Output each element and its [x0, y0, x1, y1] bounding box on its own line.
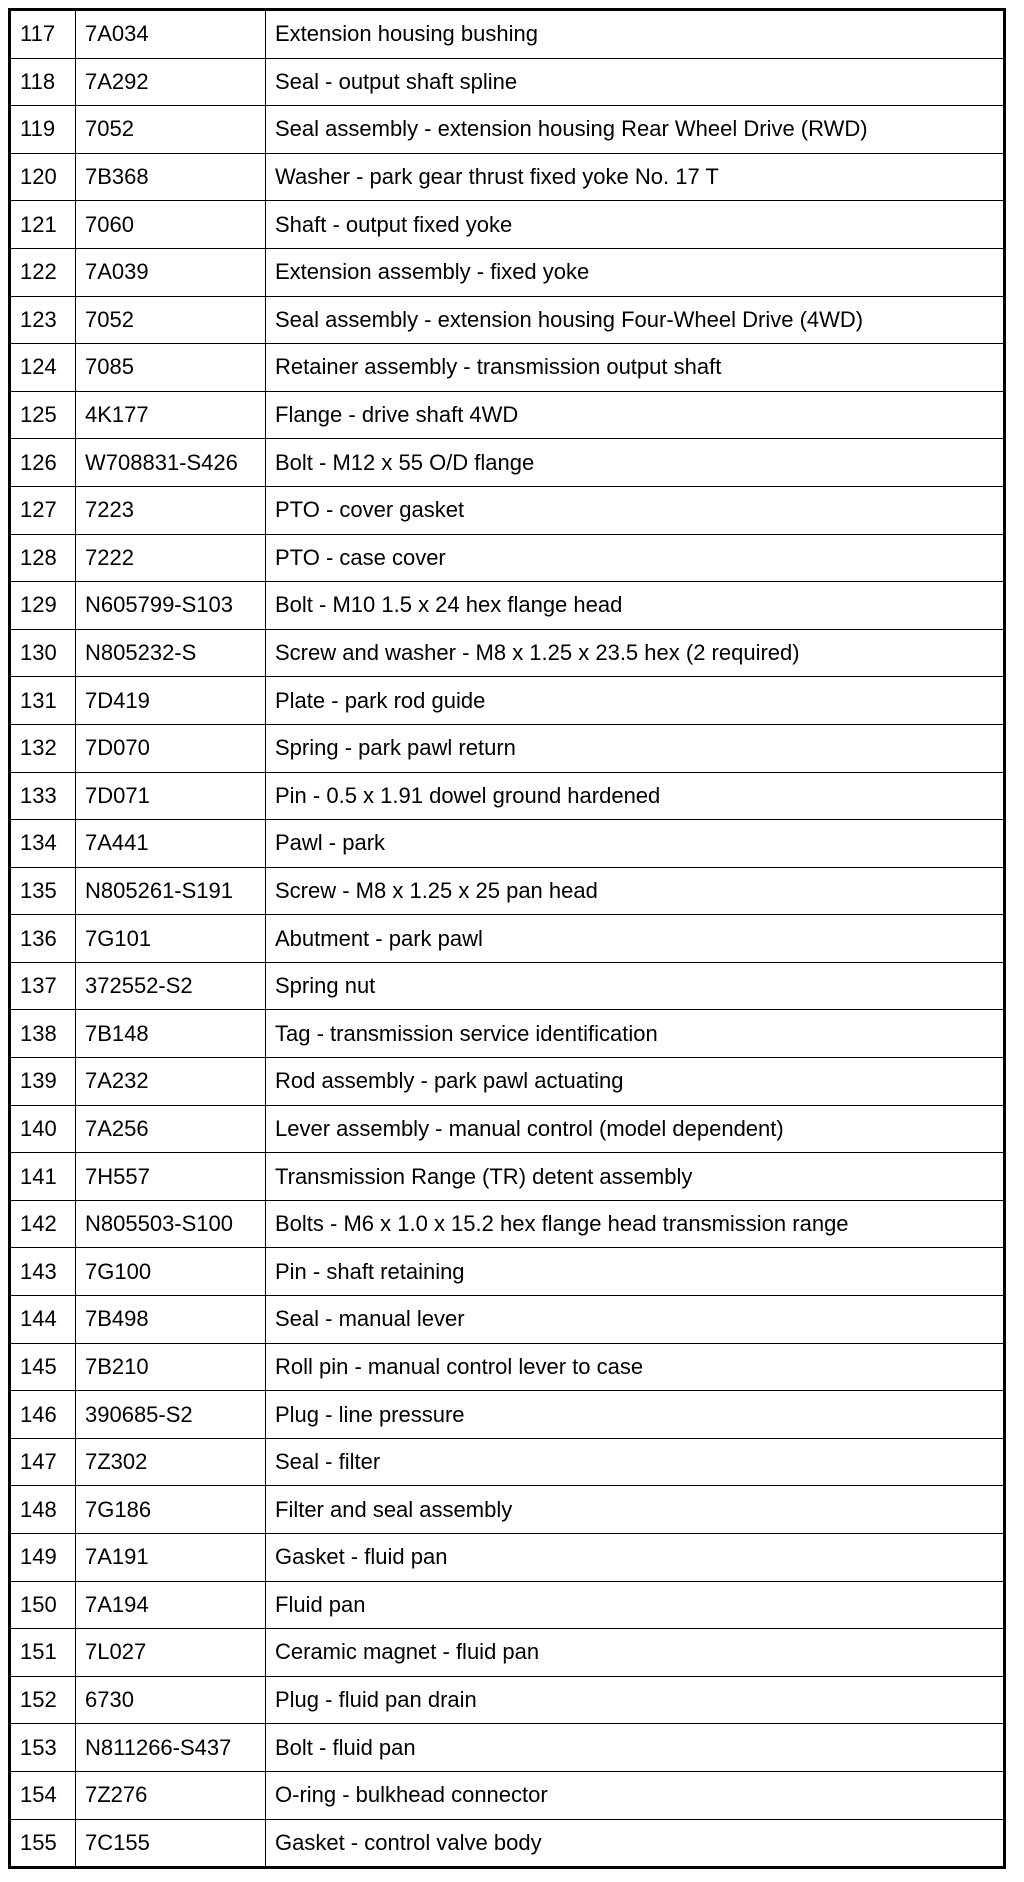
description-cell: Pawl - park	[266, 820, 1005, 868]
description-cell: Bolts - M6 x 1.0 x 15.2 hex flange head transmission range	[266, 1200, 1005, 1248]
description-cell: Spring nut	[266, 962, 1005, 1010]
part-number-cell: 7B368	[76, 153, 266, 201]
part-number-cell: 7D071	[76, 772, 266, 820]
description-cell: Seal - filter	[266, 1438, 1005, 1486]
description-cell: PTO - cover gasket	[266, 486, 1005, 534]
table-row	[10, 201, 1005, 249]
description-cell: Seal - output shaft spline	[266, 58, 1005, 106]
item-number-cell: 132	[10, 724, 76, 772]
item-number-cell: 147	[10, 1438, 76, 1486]
item-number-cell: 143	[10, 1248, 76, 1296]
part-number-cell: 7H557	[76, 1153, 266, 1201]
item-number-cell: 117	[10, 10, 76, 59]
item-number-cell: 123	[10, 296, 76, 344]
description-cell: Rod assembly - park pawl actuating	[266, 1058, 1005, 1106]
item-number-cell: 150	[10, 1581, 76, 1629]
item-number-cell: 155	[10, 1819, 76, 1868]
item-number-cell: 148	[10, 1486, 76, 1534]
part-number-cell: 7A256	[76, 1105, 266, 1153]
item-number-cell: 142	[10, 1200, 76, 1248]
part-number-cell: N605799-S103	[76, 582, 266, 630]
description-cell: Fluid pan	[266, 1581, 1005, 1629]
table-row	[10, 820, 1005, 868]
table-row	[10, 1010, 1005, 1058]
table-row	[10, 1438, 1005, 1486]
table-row	[10, 1343, 1005, 1391]
part-number-cell: 7C155	[76, 1819, 266, 1868]
part-number-cell: 7052	[76, 296, 266, 344]
table-row	[10, 1819, 1005, 1868]
part-number-cell: 7222	[76, 534, 266, 582]
description-cell: O-ring - bulkhead connector	[266, 1771, 1005, 1819]
part-number-cell: 7L027	[76, 1629, 266, 1677]
description-cell: Seal assembly - extension housing Four-Wheel Drive (4WD)	[266, 296, 1005, 344]
table-row	[10, 106, 1005, 154]
table-row	[10, 1200, 1005, 1248]
item-number-cell: 118	[10, 58, 76, 106]
table-row	[10, 1153, 1005, 1201]
part-number-cell: 372552-S2	[76, 962, 266, 1010]
item-number-cell: 151	[10, 1629, 76, 1677]
table-row	[10, 1248, 1005, 1296]
item-number-cell: 121	[10, 201, 76, 249]
part-number-cell: 7D419	[76, 677, 266, 725]
table-row	[10, 1581, 1005, 1629]
part-number-cell: 390685-S2	[76, 1391, 266, 1439]
table-row	[10, 962, 1005, 1010]
part-number-cell: 7Z276	[76, 1771, 266, 1819]
item-number-cell: 126	[10, 439, 76, 487]
description-cell: Plug - line pressure	[266, 1391, 1005, 1439]
description-cell: PTO - case cover	[266, 534, 1005, 582]
item-number-cell: 119	[10, 106, 76, 154]
table-row	[10, 486, 1005, 534]
description-cell: Gasket - control valve body	[266, 1819, 1005, 1868]
table-row	[10, 296, 1005, 344]
item-number-cell: 153	[10, 1724, 76, 1772]
part-number-cell: 7052	[76, 106, 266, 154]
part-number-cell: 7A441	[76, 820, 266, 868]
description-cell: Washer - park gear thrust fixed yoke No. 17 T	[266, 153, 1005, 201]
description-cell: Spring - park pawl return	[266, 724, 1005, 772]
part-number-cell: 7060	[76, 201, 266, 249]
table-row	[10, 1724, 1005, 1772]
table-row	[10, 1105, 1005, 1153]
part-number-cell: N805503-S100	[76, 1200, 266, 1248]
item-number-cell: 139	[10, 1058, 76, 1106]
part-number-cell: 7A034	[76, 10, 266, 59]
part-number-cell: N805232-S	[76, 629, 266, 677]
item-number-cell: 127	[10, 486, 76, 534]
table-row	[10, 1296, 1005, 1344]
description-cell: Transmission Range (TR) detent assembly	[266, 1153, 1005, 1201]
part-number-cell: 7B498	[76, 1296, 266, 1344]
description-cell: Filter and seal assembly	[266, 1486, 1005, 1534]
item-number-cell: 137	[10, 962, 76, 1010]
table-row	[10, 58, 1005, 106]
item-number-cell: 125	[10, 391, 76, 439]
description-cell: Bolt - M10 1.5 x 24 hex flange head	[266, 582, 1005, 630]
description-cell: Flange - drive shaft 4WD	[266, 391, 1005, 439]
description-cell: Bolt - M12 x 55 O/D flange	[266, 439, 1005, 487]
table-row	[10, 1391, 1005, 1439]
description-cell: Tag - transmission service identification	[266, 1010, 1005, 1058]
description-cell: Gasket - fluid pan	[266, 1534, 1005, 1582]
description-cell: Roll pin - manual control lever to case	[266, 1343, 1005, 1391]
description-cell: Seal - manual lever	[266, 1296, 1005, 1344]
part-number-cell: 4K177	[76, 391, 266, 439]
description-cell: Shaft - output fixed yoke	[266, 201, 1005, 249]
part-number-cell: 7G101	[76, 915, 266, 963]
table-row	[10, 1771, 1005, 1819]
item-number-cell: 136	[10, 915, 76, 963]
part-number-cell: 7A039	[76, 248, 266, 296]
description-cell: Seal assembly - extension housing Rear Wheel Drive (RWD)	[266, 106, 1005, 154]
part-number-cell: N811266-S437	[76, 1724, 266, 1772]
parts-table	[8, 8, 1006, 1869]
table-row	[10, 724, 1005, 772]
description-cell: Lever assembly - manual control (model dependent)	[266, 1105, 1005, 1153]
item-number-cell: 134	[10, 820, 76, 868]
item-number-cell: 141	[10, 1153, 76, 1201]
description-cell: Ceramic magnet - fluid pan	[266, 1629, 1005, 1677]
table-row	[10, 772, 1005, 820]
part-number-cell: 6730	[76, 1676, 266, 1724]
table-row	[10, 629, 1005, 677]
table-row	[10, 582, 1005, 630]
item-number-cell: 129	[10, 582, 76, 630]
table-row	[10, 867, 1005, 915]
table-row	[10, 534, 1005, 582]
item-number-cell: 122	[10, 248, 76, 296]
description-cell: Screw and washer - M8 x 1.25 x 23.5 hex (2 required)	[266, 629, 1005, 677]
description-cell: Plate - park rod guide	[266, 677, 1005, 725]
item-number-cell: 135	[10, 867, 76, 915]
table-row	[10, 915, 1005, 963]
part-number-cell: N805261-S191	[76, 867, 266, 915]
table-row	[10, 1629, 1005, 1677]
part-number-cell: 7B148	[76, 1010, 266, 1058]
description-cell: Pin - shaft retaining	[266, 1248, 1005, 1296]
table-row	[10, 1486, 1005, 1534]
description-cell: Abutment - park pawl	[266, 915, 1005, 963]
item-number-cell: 154	[10, 1771, 76, 1819]
item-number-cell: 149	[10, 1534, 76, 1582]
part-number-cell: 7G186	[76, 1486, 266, 1534]
description-cell: Extension assembly - fixed yoke	[266, 248, 1005, 296]
item-number-cell: 133	[10, 772, 76, 820]
part-number-cell: 7A191	[76, 1534, 266, 1582]
part-number-cell: 7A194	[76, 1581, 266, 1629]
item-number-cell: 124	[10, 344, 76, 392]
table-row	[10, 153, 1005, 201]
description-cell: Retainer assembly - transmission output shaft	[266, 344, 1005, 392]
item-number-cell: 120	[10, 153, 76, 201]
table-row	[10, 248, 1005, 296]
description-cell: Screw - M8 x 1.25 x 25 pan head	[266, 867, 1005, 915]
item-number-cell: 145	[10, 1343, 76, 1391]
item-number-cell: 146	[10, 1391, 76, 1439]
table-row	[10, 677, 1005, 725]
item-number-cell: 144	[10, 1296, 76, 1344]
item-number-cell: 138	[10, 1010, 76, 1058]
description-cell: Plug - fluid pan drain	[266, 1676, 1005, 1724]
part-number-cell: 7A232	[76, 1058, 266, 1106]
item-number-cell: 152	[10, 1676, 76, 1724]
part-number-cell: 7085	[76, 344, 266, 392]
table-row	[10, 1676, 1005, 1724]
part-number-cell: 7B210	[76, 1343, 266, 1391]
part-number-cell: 7Z302	[76, 1438, 266, 1486]
part-number-cell: 7A292	[76, 58, 266, 106]
description-cell: Pin - 0.5 x 1.91 dowel ground hardened	[266, 772, 1005, 820]
part-number-cell: 7D070	[76, 724, 266, 772]
part-number-cell: W708831-S426	[76, 439, 266, 487]
table-row	[10, 1058, 1005, 1106]
table-row	[10, 391, 1005, 439]
item-number-cell: 140	[10, 1105, 76, 1153]
item-number-cell: 130	[10, 629, 76, 677]
parts-table-body	[10, 10, 1005, 1868]
table-row	[10, 344, 1005, 392]
part-number-cell: 7G100	[76, 1248, 266, 1296]
item-number-cell: 128	[10, 534, 76, 582]
table-row	[10, 439, 1005, 487]
description-cell: Bolt - fluid pan	[266, 1724, 1005, 1772]
item-number-cell: 131	[10, 677, 76, 725]
description-cell: Extension housing bushing	[266, 10, 1005, 59]
table-row	[10, 1534, 1005, 1582]
part-number-cell: 7223	[76, 486, 266, 534]
table-row	[10, 10, 1005, 59]
